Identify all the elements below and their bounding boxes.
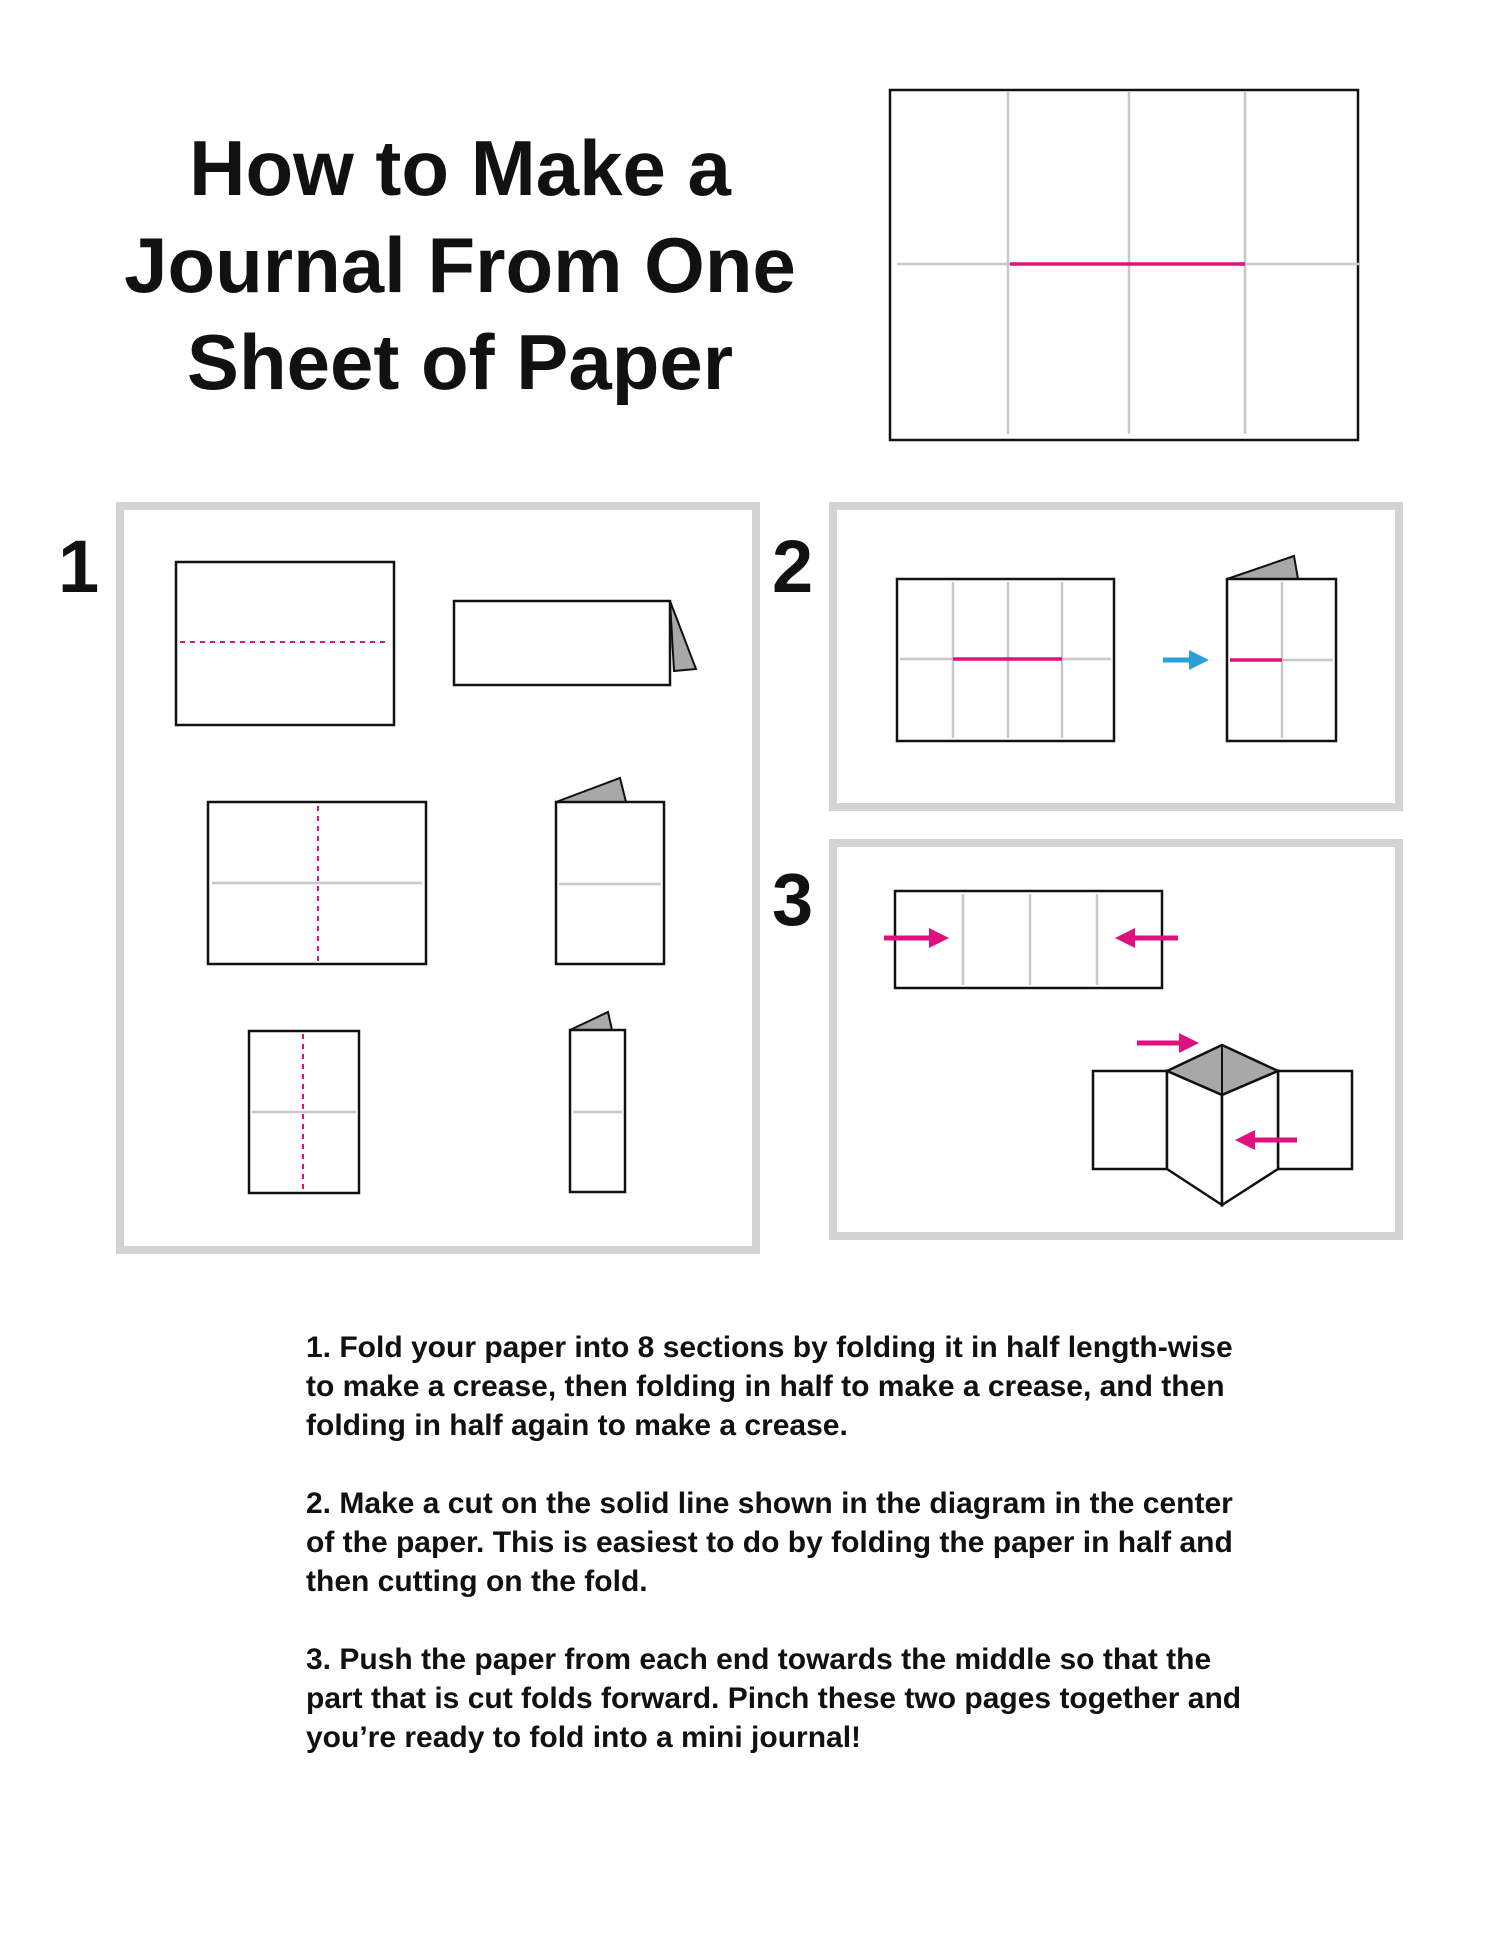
instructions [306, 1328, 1266, 1796]
title-line-2: Journal From One [124, 221, 796, 309]
step-2-number: 2 [772, 525, 814, 608]
step-3-pinched-journal [1093, 1045, 1352, 1205]
instruction-step-2: 2. Make a cut on the solid line shown in the diagram in the center of the paper. This is easiest to do by folding the paper in half and then cutting on the fold. [306, 1487, 1233, 1598]
step-2-cut-sheet [897, 579, 1114, 741]
title-line-1: How to Make a [189, 124, 731, 212]
step-1-folded-strip [454, 601, 696, 685]
step-1-fold-in-half [208, 802, 426, 964]
title-line-3: Sheet of Paper [186, 318, 734, 406]
overview-sheet [890, 90, 1360, 440]
step-1-folded-half [556, 778, 664, 964]
step-2-folded-cut [1227, 556, 1336, 741]
step-1-number: 1 [58, 525, 100, 608]
step-3-number: 3 [772, 858, 814, 941]
step-1-folded-eighth [570, 1012, 625, 1192]
step-1-fold-again [249, 1031, 359, 1193]
instruction-step-3: 3. Push the paper from each end towards the middle so that the part that is cut folds forward. Pinch these two pages together and you’re ready to fold into a mini journal! [306, 1643, 1242, 1754]
step-1-fold-lengthwise [176, 562, 394, 725]
instruction-step-1: 1. Fold your paper into 8 sections by folding it in half length-wise to make a crease, then folding in half to make a crease, and then folding in half again to make a crease. [306, 1331, 1233, 1442]
